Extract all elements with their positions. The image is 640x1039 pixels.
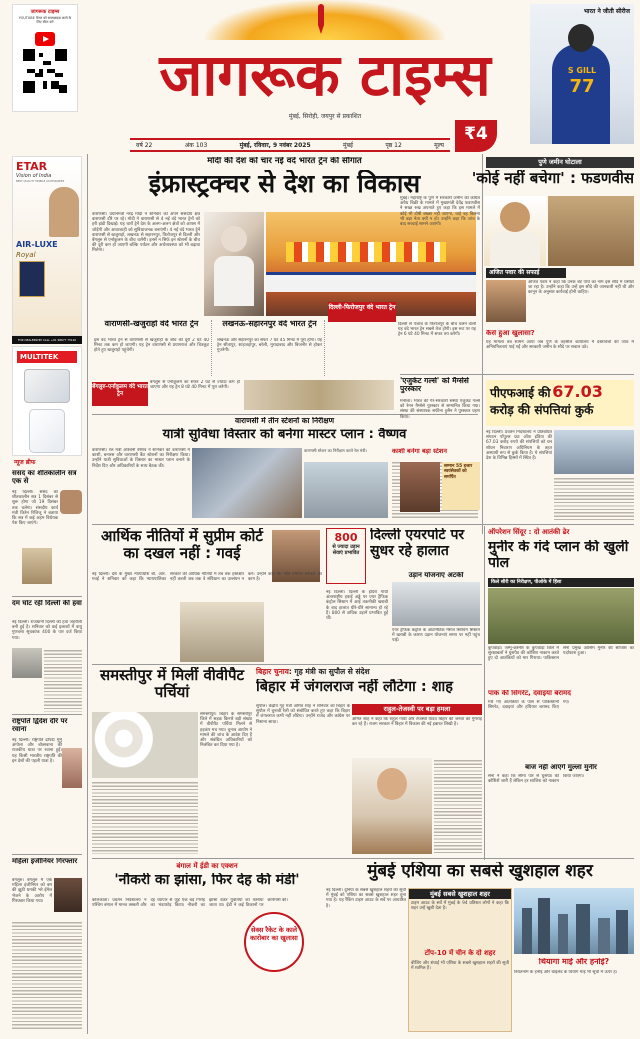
youtube-icon (35, 32, 55, 46)
delhi-air-body: नई दिल्ली। राजधानी दिल्ली की हवा जहरीली बनी हुई है। शनिवार को कई इलाकों में वायु गुणवत्ता सूचकांक 400 के पार दर्ज किया गया। (12, 620, 82, 641)
etar-product-box (19, 261, 45, 297)
sports-promo[interactable] (530, 4, 634, 144)
jersey-number: 77 (569, 76, 595, 97)
award-kicker: 'एजुकेट गर्ल्स' को मैग्सेसे पुरस्कार (400, 377, 469, 394)
rail-caption-1: वाराणसी स्टेशन का निरीक्षण करते रेल मंत्री। (304, 448, 367, 453)
ed-kicker: बंगाल में ईडी का एक्शन (176, 862, 238, 870)
airport-photo (392, 582, 480, 626)
divider (12, 596, 82, 597)
column-divider (484, 526, 485, 860)
train4-title: बेंगलुरु-एर्नाकुलम वंदे भारत ट्रेन (92, 382, 148, 406)
delhi-air-kicker: दम घोंट रही दिल्ली की हवा (12, 600, 82, 607)
etar-model: Royal (16, 251, 36, 259)
shah-sub-kicker: राहुल-तेजस्वी पर बड़ा हमला (352, 704, 482, 715)
dateline-price-label: मूल्य (434, 142, 444, 149)
vvpat-slips-photo (92, 712, 198, 778)
parliament-kicker: संसद का शीतकालीन सत्र एक से (12, 470, 77, 485)
airport-sub-kicker: उड़ान योजनाएं अटकीं (408, 572, 464, 579)
shah-photo (352, 758, 432, 854)
india-gate-photo (12, 648, 42, 678)
pfi-headline-num: 67.03 (552, 382, 603, 401)
shah-kicker-a: बिहार चुनाव (256, 667, 289, 676)
pfi-body-cont (554, 476, 634, 522)
section-divider (92, 858, 634, 859)
multitek-ad[interactable] (12, 346, 82, 456)
etar-ad[interactable] (12, 156, 82, 336)
rail-caption-2: काशी बनेगा बड़ा स्टेशन (392, 448, 447, 455)
masthead-title: जागरूक टाइम्स (159, 41, 491, 109)
pune-sub-body: अजित पवार ने कहा कि उनके बेटे पार्थ का नाम इस सौदे में घसीटा जा रहा है। उन्होंने कहा कि उन्हें इस सौदे की जानकारी नहीं थी और कानून के अनुसार कार्रवाई होनी चाहिए। (528, 280, 634, 296)
muneer-sub-kicker: पाक की सिंगरेट, दवाइयां बरामद (488, 690, 571, 697)
airport-headline: दिल्ली एयरपोर्ट पर सुधर रहे हालात (370, 528, 465, 559)
dateline-city: मुंबई (342, 142, 353, 149)
pune-headline: 'कोई नहीं बचेगा' : फडणवीस (471, 170, 634, 187)
airport-stat-text: से ज्यादा उड़ान सेवाएं प्रभावित (332, 544, 360, 556)
muneer-photo-tag: किले सीरी का निरीक्षण, पीओके में हिंसा (488, 578, 634, 587)
dateline-pages: पृष्ठ 12 (385, 142, 402, 149)
masthead-sunburst (205, 0, 445, 40)
delhi-air-body-cont (44, 648, 82, 712)
vvpat-headline: समस्तीपुर में मिलीं वीवीपैट पर्चियां (99, 667, 245, 701)
divider (12, 714, 82, 715)
engineer-photo (54, 878, 82, 912)
mumbai-box (408, 888, 512, 1032)
left-section-logo: न्यूज ब्रीफ (14, 459, 36, 466)
divider (12, 854, 82, 855)
award-body: मनीला। भारत की गैर-सरकारी संस्था एजुकेट गर्ल्स को रेमन मैग्सेसे पुरस्कार से सम्मानित किया गया। संस्था की संस्थापक सफीना हुसैन ने पुरस्कार ग्रहण किया। (400, 399, 480, 420)
shah-kicker (256, 667, 482, 677)
column-divider (87, 154, 88, 1034)
rail-kicker: वाराणसी में तीन स्टेशनों का निरीक्षण (235, 417, 334, 425)
cricketer-head (568, 24, 594, 52)
divider (400, 374, 634, 375)
supreme-court-photo (180, 602, 264, 662)
muneer-sub-kicker-2: बाज नहीं आएंगे मुल्ला मुनीर (525, 764, 597, 771)
vaishnav-photo (192, 448, 302, 518)
stations-photo (244, 380, 394, 410)
mumbai-box-sub: टॉप-10 में चीन के दो शहर (424, 949, 496, 957)
president-body: नई दिल्ली। राष्ट्रपति द्रौपदी मुर्मू अंगोला और बोत्सवाना की राजकीय यात्रा पर रवाना हुईं। यह किसी भारतीय राष्ट्रपति की इन देशों की पहली यात्रा है। (12, 738, 62, 764)
muneer-sub-body-2: सेना ने कहा कि सीमा पार से घुसपैठ की कोशिशें जारी हैं लेकिन हर साजिश को नाकाम किया जाएगा। (488, 774, 585, 785)
muneer-kicker: ऑपरेशन सिंदूर : दो आतंकी ढेर (488, 528, 570, 536)
airport-stat-num: 800 (334, 531, 358, 544)
ed-headline: 'नौकरी का झांसा, फिर देह की मंडी' (114, 873, 300, 888)
dateline-year: वर्ष 22 (136, 142, 153, 149)
award-badge: सम्मान 55 हजार स्वयंसेवकों को समर्पित (442, 462, 480, 510)
ed-badge (244, 912, 304, 972)
parliament-minister-photo (60, 490, 82, 514)
gavai-body: नई दिल्ली। देश के मुख्य न्यायाधीश बी. आर. गवई ने शनिवार को कहा कि न्यायपालिका सरकार की आर्थिक नीतियों में तब तक हस्तक्षेप नहीं करती जब तक वे संविधान का उल्लंघन न करें। उन्होंने कहा कि नीति निर्माण सरकार का काम है। (92, 572, 322, 583)
engineer-body: बेंगलुरु। बेंगलुरु में एक महिला इंजीनियर को बम की झूठी धमकी भरे ईमेल भेजने के आरोप में गिरफ्तार किया गया। (12, 878, 52, 904)
shah-sub-body: अमित शाह ने कहा कि राहुल गांधी और तेजस्वी यादव बिहार की जनता को गुमराह कर रहे हैं। राजग सरकार ने बिहार में विकास की नई इबारत लिखी है। (352, 717, 482, 728)
mumbai-box-sub-body: बीजिंग और शंघाई भी एशिया के सबसे खुशहाल शहरों की सूची में शामिल हैं। (411, 961, 509, 972)
pune-kicker: पुणे जमीन घोटाला (486, 157, 634, 168)
section-divider (92, 664, 482, 665)
sports-promo-text: भारत ने जीती सीरीज (583, 8, 630, 15)
gavai-headline: आर्थिक नीतियों में सुप्रीम कोर्ट का दखल नहीं : गवई (101, 528, 263, 562)
rail-body: वाराणसी। रेल मंत्री अश्विनी वैष्णव ने शनिवार को वाराणसी में काशी, बनारस और वाराणसी कैंट स्टेशनों का निरीक्षण किया। उन्होंने यात्री सुविधाओं के विस्तार का मास्टर प्लान बनाने के निर्देश दिए और अधिकारियों के साथ बैठक की। (92, 448, 190, 469)
ed-body: कोलकाता। प्रवर्तन निदेशालय ने पश्चिम बंगाल में मानव तस्करी और देह व्यापार से जुड़े एक बड़े गिरोह का भंडाफोड़ किया। नौकरी का झांसा देकर युवतियों को फंसाया जाता था। ईडी ने कई ठिकानों पर छापेमारी की। (92, 898, 289, 909)
airport-body: नई दिल्ली। दिल्ली के इंदिरा गांधी अंतरराष्ट्रीय हवाई अड्डे पर एयर ट्रैफिक कंट्रोल सिस्टम में आई तकनीकी खराबी के बाद हालात धीरे-धीरे सामान्य हो रहे हैं। 800 से अधिक उड़ानें प्रभावित हुई थीं। (326, 590, 388, 622)
lead-kicker: मोदी की देश को चार नई वंदे भारत ट्रेन की सौगात (207, 157, 362, 166)
train2-text: लखनऊ और सहारनपुर का सफर 7 घंटे 45 मिनट में पूरा होगा। यह ट्रेन सीतापुर, शाहजहांपुर, बरेली, मुरादाबाद और बिजनौर से होकर गुजरेगी। (217, 338, 322, 354)
pune-q-body: यह मामला तब सामने आया जब पुणे के तहसील कार्यालय में दस्तावेजों की जांच में अनियमितताएं पाई गईं और सरकारी जमीन के सौदे पर सवाल उठे। (486, 340, 634, 351)
president-photo (62, 748, 82, 788)
dateline-issue: अंक 103 (184, 142, 208, 149)
president-kicker: राष्ट्रपति द्विदेश दौरे पर रवाना (12, 718, 68, 733)
etar-product: AIR-LUXE (16, 240, 58, 249)
mumbai-skyline-photo (514, 888, 634, 954)
muneer-headline: मुनीर के गंदे प्लान की खुली पोल (488, 540, 629, 571)
train2-title: लखनऊ-सहारनपुर वंदे भारत ट्रेन (222, 320, 317, 328)
masthead-subtitle: मुंबई, सिरोही, जयपुर से प्रकाशित (288, 113, 362, 120)
station-photo (304, 462, 388, 518)
column-divider (482, 154, 483, 534)
rail-headline: यात्री सुविधा विस्तार को बनेगा मास्टर प्लान : वैष्णव (162, 428, 407, 442)
vvpat-body-cont (92, 780, 198, 854)
jersey-name: S GILL (567, 66, 597, 75)
train1-box (92, 320, 212, 376)
qr-text: YOUTUBE चैनल को सब्सक्राइब करने के लिए स्कैन करें (18, 16, 72, 24)
pune-land-photo (548, 196, 634, 266)
ed-badge-text: सेक्स रैकेट के काले कारोबार का खुलासा (250, 926, 298, 942)
train3-title: दिल्ली-फिरोजपुर वंदे भारत ट्रेन (328, 302, 396, 322)
engineer-body-cont (12, 920, 82, 1030)
modi-photo (204, 212, 264, 316)
etar-footer: FOR DEALERSHIP CALL +91 98677 75120 (12, 336, 82, 344)
multitek-device (24, 369, 70, 403)
pfi-headline-a: पीएफआई की (490, 386, 551, 400)
section-divider (92, 524, 634, 525)
muneer-body: कुपवाड़ा। जम्मू-कश्मीर के कुपवाड़ा जिले में सुरक्षाबलों ने घुसपैठ की कोशिश नाकाम करते हुए दो आतंकियों को मार गिराया। पाकिस्तान सेना प्रमुख आसिम मुनीर की साजिश का पर्दाफाश हुआ। (488, 646, 634, 662)
mumbai-box-title: मुंबई सबसे खुशहाल शहर (409, 889, 511, 899)
mumbai-side-body: वियतनाम के हनोई और थाईलैंड के चियांग माई भी सूची में ऊपर हैं। (514, 970, 618, 975)
shah-headline: बिहार में जंगलराज नहीं लौटेगा : शाह (256, 679, 454, 695)
mumbai-side-title: थियागा माई और हनोई? (538, 958, 610, 966)
price-value: ₹4 (464, 124, 488, 144)
lead-headline: इंफ्रास्ट्रक्चर से देश का विकास (148, 170, 421, 198)
pfi-body: नई दिल्ली। प्रवर्तन निदेशालय ने प्रतिबंधित संगठन पॉपुलर फ्रंट ऑफ इंडिया की 67.03 करोड़ रुपये की संपत्तियों को धन शोधन निवारण अधिनियम के तहत अस्थायी रूप से कुर्क किया है। ये संपत्तियां देश के विभिन्न हिस्सों में स्थित हैं। (486, 430, 552, 462)
shah-body: सुपौल। केंद्रीय गृह मंत्री अमित शाह ने शनिवार को बिहार के सुपौल में चुनावी रैली को संबोधित करते हुए कहा कि बिहार में जंगलराज कभी नहीं लौटेगा। उन्होंने राजद और कांग्रेस पर निशाना साधा। (256, 704, 350, 725)
etar-model-image (49, 187, 79, 237)
train2-box (215, 320, 325, 376)
multitek-logo: MULTITEK (17, 351, 77, 363)
shah-kicker-b: : गृह मंत्री का सुपौल से संदेश (288, 667, 370, 676)
shah-sub-body-cont (434, 758, 482, 854)
pfi-protest-photo (554, 430, 634, 474)
airport-sub-body: एयर ट्रैफिक कंट्रोल के ऑटोमैटिक मैसेज स्विचिंग सिस्टम में खराबी के कारण उड़ान योजनाएं समय पर नहीं पहुंच पाईं। (392, 628, 480, 644)
qr-promo[interactable] (12, 4, 78, 112)
vvpat-body: समस्तीपुर। बिहार के समस्तीपुर जिले में सड़क किनारे बड़ी संख्या में वीवीपैट पर्चियां मिलने से हड़कंप मच गया। चुनाव आयोग ने मामले की जांच के आदेश दिए हैं और संबंधित अधिकारियों को निलंबित कर दिया गया है। (200, 712, 252, 749)
qr-code-icon (23, 49, 67, 93)
train4-text: बेंगलुरु से एर्नाकुलम का सफर 2 घंटे से ज्यादा कम हो जाएगा और यह ट्रेन 8 घंटे 40 मिनट में पूरा करेगी। (150, 380, 240, 391)
pune-q-kicker: कैसे हुआ खुलासा? (486, 330, 535, 337)
train1-text: इस वंदे भारत ट्रेन से वाराणसी से खजुराहो के बीच की दूरी 2 घंटे 40 मिनट तक कम हो जाएगी। यह ट्रेन वाराणसी से प्रयागराज और चित्रकूट होते हुए खजुराहो पहुंचेगी। (94, 338, 209, 354)
fadnavis-photo (484, 196, 546, 266)
pune-body: मुंबई। महाराष्ट्र के पुणे में सरकारी जमीन की कथित अवैध बिक्री के मामले में मुख्यमंत्री देवेंद्र फडणवीस ने सख्त रुख अपनाते हुए कहा कि इस मामले में कोई भी दोषी बख्शा नहीं जाएगा, चाहे वह कितना भी बड़ा नेता क्यों न हो। उन्होंने कहा कि जांच के बाद सच्चाई सामने आएगी। (400, 196, 480, 228)
pfi-headline-b: करोड़ की संपत्तियां कुर्क (490, 403, 594, 417)
pune-sub-kicker: अजित पवार की सफाई (486, 268, 566, 278)
mumbai-body: नई दिल्ली। दुनिया के सबसे खुशहाल शहरों की सूची में मुंबई को एशिया का सबसे खुशहाल शहर चुना गया है। यह रैंकिंग टाइम आउट के सर्वे पर आधारित है। (326, 888, 406, 909)
lead-body: वाराणसी। प्रधानमंत्री नरेंद्र मोदी ने शनिवार को अपने संसदीय क्षेत्र वाराणसी दौरे पर रहे। मोदी ने वाराणसी से 4 नई वंदे भारत ट्रेनों को हरी झंडी दिखाई। यह चारों ट्रेनें देश के अलग-अलग क्षेत्रों को आपस में जोड़ेंगी और आवाजाही को सुविधाजनक बनाएंगी। 4 नई वंदे भारत ट्रेनें वाराणसी से खजुराहो, लखनऊ से सहारनपुर, फिरोजपुर से दिल्ली और बेंगलुरु से एर्नाकुलम के बीच चलेंगी। इनसे न सिर्फ इन स्टेशनों के बीच की दूरी कम हो जाएगी बल्कि पर्यटन और अर्थव्यवस्था को भी बढ़ावा मिलेगा। (92, 212, 200, 254)
ajit-pawar-photo (486, 280, 526, 322)
muneer-photo (488, 588, 634, 644)
engineer-kicker: महिला इंजीनियर गिरफ्तार (12, 858, 78, 865)
parliament-body: नई दिल्ली। संसद का शीतकालीन सत्र 1 दिसंबर से शुरू होगा जो 19 दिसंबर तक चलेगा। संसदीय कार्य मंत्री किरेन रिजिजू ने बताया कि सत्र में कई अहम विधेयक पेश किए जाएंगे। (12, 490, 58, 527)
multitek-power-bank (29, 409, 65, 453)
etar-tagline: Vision of India (16, 173, 52, 179)
train1-title: वाराणसी-खजुराहो वंदे भारत ट्रेन (104, 320, 199, 328)
train3-text: दिल्ली से पंजाब के फिरोजपुर के बीच चलने वाली यह वंदे भारत ट्रेन सबसे तेज होगी। इस रूट पर यह ट्रेन 6 घंटे 40 मिनट में सफर तय करेगी। (398, 322, 476, 338)
dateline-date: मुंबई, रविवार, 9 नवंबर 2025 (239, 142, 311, 149)
award-photo (400, 462, 440, 512)
qr-brand: जागरूक टाइम्स (30, 9, 60, 15)
airport-stat (326, 528, 366, 584)
parliament-building-photo (22, 548, 52, 584)
etar-brand: ETAR (16, 160, 48, 173)
etar-sub: BEST QUALITY MOBILE ACCESSORIES (16, 180, 65, 183)
dateline-bar (130, 138, 450, 152)
mumbai-box-body: टाइम आउट के सर्वे में मुंबई के 94 प्रतिशत लोगों ने कहा कि शहर उन्हें खुशी देता है। (411, 901, 509, 912)
muneer-sub-body: मारे गए आतंकियों के पास से पाकिस्तानी सिगरेट, दवाइयां और हथियार बरामद किए गए। (488, 700, 570, 711)
mumbai-headline: मुंबई एशिया का सबसे खुशहाल शहर (367, 862, 593, 881)
pfi-headline (486, 380, 634, 426)
